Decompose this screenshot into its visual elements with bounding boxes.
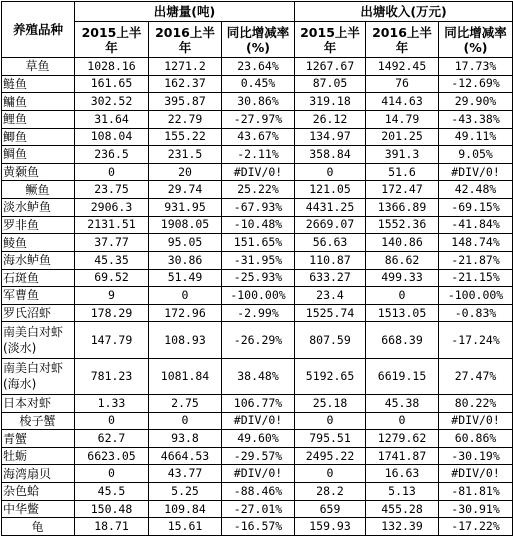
species-name: 青蟹 xyxy=(2,430,75,448)
value-cell: 0.45% xyxy=(222,75,295,93)
value-cell: -25.93% xyxy=(222,269,295,287)
value-cell: 4431.25 xyxy=(295,199,366,217)
value-cell: 0 xyxy=(75,465,149,483)
table-row xyxy=(2,322,513,358)
value-cell: 93.8 xyxy=(149,430,222,448)
value-cell: 23.4 xyxy=(295,287,366,305)
value-cell: -21.87% xyxy=(439,251,513,269)
value-cell: #DIV/0! xyxy=(222,465,295,483)
species-name: 军曹鱼 xyxy=(2,287,75,305)
value-cell: 14.79 xyxy=(366,110,439,128)
value-cell: 109.84 xyxy=(149,500,222,518)
value-cell: 151.65% xyxy=(222,234,295,252)
value-cell: 9 xyxy=(75,287,149,305)
value-cell: 43.67% xyxy=(222,128,295,146)
value-cell: 60.86% xyxy=(439,430,513,448)
value-cell: 51.49 xyxy=(149,269,222,287)
value-cell: #DIV/0! xyxy=(222,412,295,430)
value-cell: -41.84% xyxy=(439,216,513,234)
value-cell: -100.00% xyxy=(222,287,295,305)
species-header: 养殖品种 xyxy=(2,2,75,58)
value-cell: 30.86 xyxy=(149,251,222,269)
value-cell: 781.23 xyxy=(75,358,149,394)
value-cell: 155.22 xyxy=(149,128,222,146)
table-row xyxy=(2,216,513,234)
species-name: 鲤鱼 xyxy=(2,110,75,128)
table-row xyxy=(2,287,513,305)
value-cell: -88.46% xyxy=(222,483,295,501)
value-cell: 80.22% xyxy=(439,394,513,412)
value-cell: 28.2 xyxy=(295,483,366,501)
table-body xyxy=(2,58,513,536)
value-cell: -16.57% xyxy=(222,518,295,536)
table-row xyxy=(2,251,513,269)
value-cell: 17.73% xyxy=(439,58,513,76)
table-row xyxy=(2,93,513,111)
value-cell: 38.48% xyxy=(222,358,295,394)
species-name: 草鱼 xyxy=(2,58,75,76)
table-row xyxy=(2,465,513,483)
table-row xyxy=(2,269,513,287)
column-header: 同比增减率(%) xyxy=(222,22,295,58)
species-name: 日本对虾 xyxy=(2,394,75,412)
species-name: 罗氏沼虾 xyxy=(2,304,75,322)
value-cell: 391.3 xyxy=(366,146,439,164)
species-name: 南美白对虾(淡水) xyxy=(2,322,75,358)
value-cell: -2.99% xyxy=(222,304,295,322)
value-cell: 121.05 xyxy=(295,181,366,199)
value-cell: 49.60% xyxy=(222,430,295,448)
output-group-header: 出塘量(吨) xyxy=(75,2,295,22)
value-cell: 132.39 xyxy=(366,518,439,536)
value-cell: 5192.65 xyxy=(295,358,366,394)
value-cell: 162.37 xyxy=(149,75,222,93)
header-row-1 xyxy=(2,2,513,22)
table-row xyxy=(2,358,513,394)
value-cell: 1267.67 xyxy=(295,58,366,76)
species-name: 鲮鱼 xyxy=(2,234,75,252)
value-cell: 1366.89 xyxy=(366,199,439,217)
table-row xyxy=(2,234,513,252)
value-cell: -29.57% xyxy=(222,447,295,465)
value-cell: -31.95% xyxy=(222,251,295,269)
value-cell: 29.90% xyxy=(439,93,513,111)
value-cell: 6619.15 xyxy=(366,358,439,394)
value-cell: 23.64% xyxy=(222,58,295,76)
value-cell: 2495.22 xyxy=(295,447,366,465)
value-cell: 633.27 xyxy=(295,269,366,287)
species-name: 鳜鱼 xyxy=(2,181,75,199)
value-cell: 30.86% xyxy=(222,93,295,111)
value-cell: 0 xyxy=(366,287,439,305)
value-cell: 414.63 xyxy=(366,93,439,111)
value-cell: 76 xyxy=(366,75,439,93)
value-cell: -12.69% xyxy=(439,75,513,93)
table-row xyxy=(2,447,513,465)
value-cell: -81.81% xyxy=(439,483,513,501)
value-cell: 69.52 xyxy=(75,269,149,287)
value-cell: 9.05% xyxy=(439,146,513,164)
value-cell: 1492.45 xyxy=(366,58,439,76)
value-cell: 2.75 xyxy=(149,394,222,412)
value-cell: 45.5 xyxy=(75,483,149,501)
value-cell: 45.35 xyxy=(75,251,149,269)
value-cell: 1.33 xyxy=(75,394,149,412)
value-cell: 20 xyxy=(149,163,222,181)
value-cell: 499.33 xyxy=(366,269,439,287)
table-row xyxy=(2,163,513,181)
value-cell: 95.05 xyxy=(149,234,222,252)
value-cell: 231.5 xyxy=(149,146,222,164)
value-cell: 18.71 xyxy=(75,518,149,536)
value-cell: 1081.84 xyxy=(149,358,222,394)
value-cell: 659 xyxy=(295,500,366,518)
income-group-header: 出塘收入(万元) xyxy=(295,2,513,22)
table-row xyxy=(2,394,513,412)
value-cell: -30.19% xyxy=(439,447,513,465)
value-cell: 161.65 xyxy=(75,75,149,93)
value-cell: 25.22% xyxy=(222,181,295,199)
column-header: 2016上半年 xyxy=(149,22,222,58)
value-cell: 668.39 xyxy=(366,322,439,358)
value-cell: 1271.2 xyxy=(149,58,222,76)
value-cell: -2.11% xyxy=(222,146,295,164)
value-cell: 22.79 xyxy=(149,110,222,128)
species-name: 海水鲈鱼 xyxy=(2,251,75,269)
table-row xyxy=(2,430,513,448)
table-row xyxy=(2,500,513,518)
value-cell: 455.28 xyxy=(366,500,439,518)
value-cell: 0 xyxy=(295,163,366,181)
value-cell: 1028.16 xyxy=(75,58,149,76)
value-cell: 5.25 xyxy=(149,483,222,501)
value-cell: 0 xyxy=(149,412,222,430)
value-cell: -43.38% xyxy=(439,110,513,128)
species-name: 鲷鱼 xyxy=(2,146,75,164)
value-cell: 159.93 xyxy=(295,518,366,536)
value-cell: -30.91% xyxy=(439,500,513,518)
table-row xyxy=(2,483,513,501)
value-cell: 45.38 xyxy=(366,394,439,412)
value-cell: 87.05 xyxy=(295,75,366,93)
value-cell: 1513.05 xyxy=(366,304,439,322)
value-cell: -17.22% xyxy=(439,518,513,536)
species-name: 牡蛎 xyxy=(2,447,75,465)
column-header: 2016上半年 xyxy=(366,22,439,58)
table-row xyxy=(2,146,513,164)
value-cell: 140.86 xyxy=(366,234,439,252)
value-cell: 5.13 xyxy=(366,483,439,501)
value-cell: 931.95 xyxy=(149,199,222,217)
value-cell: 29.74 xyxy=(149,181,222,199)
value-cell: 0 xyxy=(149,287,222,305)
species-name: 淡水鲈鱼 xyxy=(2,199,75,217)
value-cell: 2669.07 xyxy=(295,216,366,234)
aquaculture-output-table xyxy=(1,1,513,536)
value-cell: 49.11% xyxy=(439,128,513,146)
species-name: 鳙鱼 xyxy=(2,93,75,111)
value-cell: -67.93% xyxy=(222,199,295,217)
species-name: 罗非鱼 xyxy=(2,216,75,234)
value-cell: 106.77% xyxy=(222,394,295,412)
value-cell: 1525.74 xyxy=(295,304,366,322)
value-cell: 43.77 xyxy=(149,465,222,483)
table-row xyxy=(2,128,513,146)
value-cell: 51.6 xyxy=(366,163,439,181)
value-cell: 302.52 xyxy=(75,93,149,111)
value-cell: 25.18 xyxy=(295,394,366,412)
value-cell: 1741.87 xyxy=(366,447,439,465)
species-name: 鲫鱼 xyxy=(2,128,75,146)
value-cell: 172.96 xyxy=(149,304,222,322)
value-cell: 1552.36 xyxy=(366,216,439,234)
value-cell: 319.18 xyxy=(295,93,366,111)
species-name: 梭子蟹 xyxy=(2,412,75,430)
value-cell: 16.63 xyxy=(366,465,439,483)
value-cell: 1908.05 xyxy=(149,216,222,234)
value-cell: -26.29% xyxy=(222,322,295,358)
value-cell: 0 xyxy=(295,412,366,430)
value-cell: 56.63 xyxy=(295,234,366,252)
header-row-2 xyxy=(2,22,513,58)
table-row xyxy=(2,412,513,430)
value-cell: -21.15% xyxy=(439,269,513,287)
value-cell: 110.87 xyxy=(295,251,366,269)
value-cell: 37.77 xyxy=(75,234,149,252)
species-name: 南美白对虾(海水) xyxy=(2,358,75,394)
value-cell: 134.97 xyxy=(295,128,366,146)
value-cell: 2131.51 xyxy=(75,216,149,234)
value-cell: 23.75 xyxy=(75,181,149,199)
value-cell: -10.48% xyxy=(222,216,295,234)
value-cell: 148.74% xyxy=(439,234,513,252)
column-header: 2015上半年 xyxy=(75,22,149,58)
value-cell: -0.83% xyxy=(439,304,513,322)
species-name: 中华鳖 xyxy=(2,500,75,518)
column-header: 2015上半年 xyxy=(295,22,366,58)
value-cell: 1279.62 xyxy=(366,430,439,448)
species-name: 鲢鱼 xyxy=(2,75,75,93)
value-cell: 172.47 xyxy=(366,181,439,199)
value-cell: 150.48 xyxy=(75,500,149,518)
value-cell: 0 xyxy=(75,412,149,430)
value-cell: 201.25 xyxy=(366,128,439,146)
value-cell: 15.61 xyxy=(149,518,222,536)
value-cell: 178.29 xyxy=(75,304,149,322)
value-cell: 108.04 xyxy=(75,128,149,146)
table-row xyxy=(2,75,513,93)
value-cell: -100.00% xyxy=(439,287,513,305)
species-name: 黄颡鱼 xyxy=(2,163,75,181)
value-cell: 2906.3 xyxy=(75,199,149,217)
value-cell: 358.84 xyxy=(295,146,366,164)
table-row xyxy=(2,199,513,217)
table-row xyxy=(2,110,513,128)
value-cell: 147.79 xyxy=(75,322,149,358)
species-name: 海湾扇贝 xyxy=(2,465,75,483)
value-cell: -17.24% xyxy=(439,322,513,358)
value-cell: 807.59 xyxy=(295,322,366,358)
value-cell: 27.47% xyxy=(439,358,513,394)
value-cell: 26.12 xyxy=(295,110,366,128)
value-cell: -27.97% xyxy=(222,110,295,128)
column-header: 同比增减率(%) xyxy=(439,22,513,58)
value-cell: 62.7 xyxy=(75,430,149,448)
value-cell: 236.5 xyxy=(75,146,149,164)
value-cell: 108.93 xyxy=(149,322,222,358)
table-row xyxy=(2,304,513,322)
species-name: 龟 xyxy=(2,518,75,536)
species-name: 石斑鱼 xyxy=(2,269,75,287)
value-cell: -27.01% xyxy=(222,500,295,518)
value-cell: #DIV/0! xyxy=(222,163,295,181)
value-cell: #DIV/0! xyxy=(439,163,513,181)
value-cell: 4664.53 xyxy=(149,447,222,465)
value-cell: 0 xyxy=(295,465,366,483)
value-cell: 795.51 xyxy=(295,430,366,448)
value-cell: 31.64 xyxy=(75,110,149,128)
value-cell: #DIV/0! xyxy=(439,465,513,483)
value-cell: 395.87 xyxy=(149,93,222,111)
table-row xyxy=(2,518,513,536)
table-row xyxy=(2,181,513,199)
value-cell: -69.15% xyxy=(439,199,513,217)
table-row xyxy=(2,58,513,76)
value-cell: 86.62 xyxy=(366,251,439,269)
value-cell: 6623.05 xyxy=(75,447,149,465)
species-name: 杂色蛤 xyxy=(2,483,75,501)
value-cell: #DIV/0! xyxy=(439,412,513,430)
value-cell: 0 xyxy=(366,412,439,430)
value-cell: 0 xyxy=(75,163,149,181)
value-cell: 42.48% xyxy=(439,181,513,199)
